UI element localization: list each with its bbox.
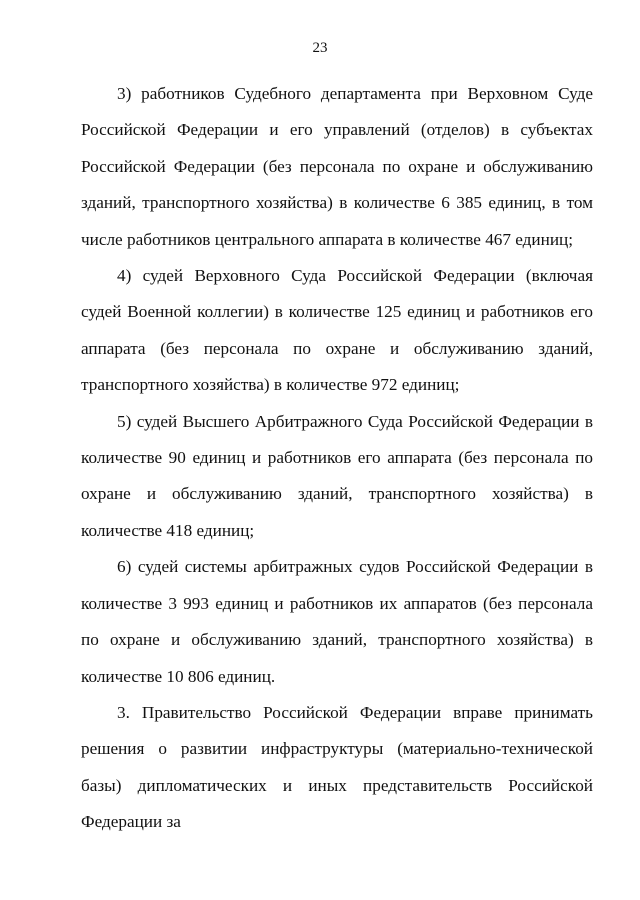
paragraph-section-3-government: 3. Правительство Российской Федерации вправе принимать решения о развитии инфраструктуры (материально-технической базы) дипломатических и иных представительств Российской Федерации за bbox=[81, 702, 593, 832]
paragraph-item-5-arbitration-court: 5) судей Высшего Арбитражного Суда Российской Федерации в количестве 90 единиц и работников его аппарата (без персонала по охране и обслуживанию зданий, транспортного хозяйства) в количестве 418 единиц; bbox=[81, 411, 593, 540]
page-number: 23 bbox=[312, 40, 328, 56]
document-body bbox=[81, 76, 593, 841]
paragraph-item-4-supreme-court: 4) судей Верховного Суда Российской Федерации (включая судей Военной коллегии) в количестве 125 единиц и работников его аппарата (без персонала по охране и обслуживанию зданий, транспортного хозяйства) в количестве 972 единиц; bbox=[81, 266, 593, 395]
paragraph-item-3-court-department: 3) работников Судебного департамента при Верховном Суде Российской Федерации и его управлений (отделов) в субъектах Российской Федерации (без персонала по охране и обслуживанию зданий, транспортного хозяйства) в количестве 6 385 единиц, в том числе работников центрального аппарата в количестве 467 единиц; bbox=[81, 84, 593, 249]
paragraph-item-6-arbitration-system: 6) судей системы арбитражных судов Российской Федерации в количестве 3 993 единиц и работников их аппаратов (без персонала по охране и обслуживанию зданий, транспортного хозяйства) в количестве 10 806 единиц. bbox=[81, 557, 593, 686]
